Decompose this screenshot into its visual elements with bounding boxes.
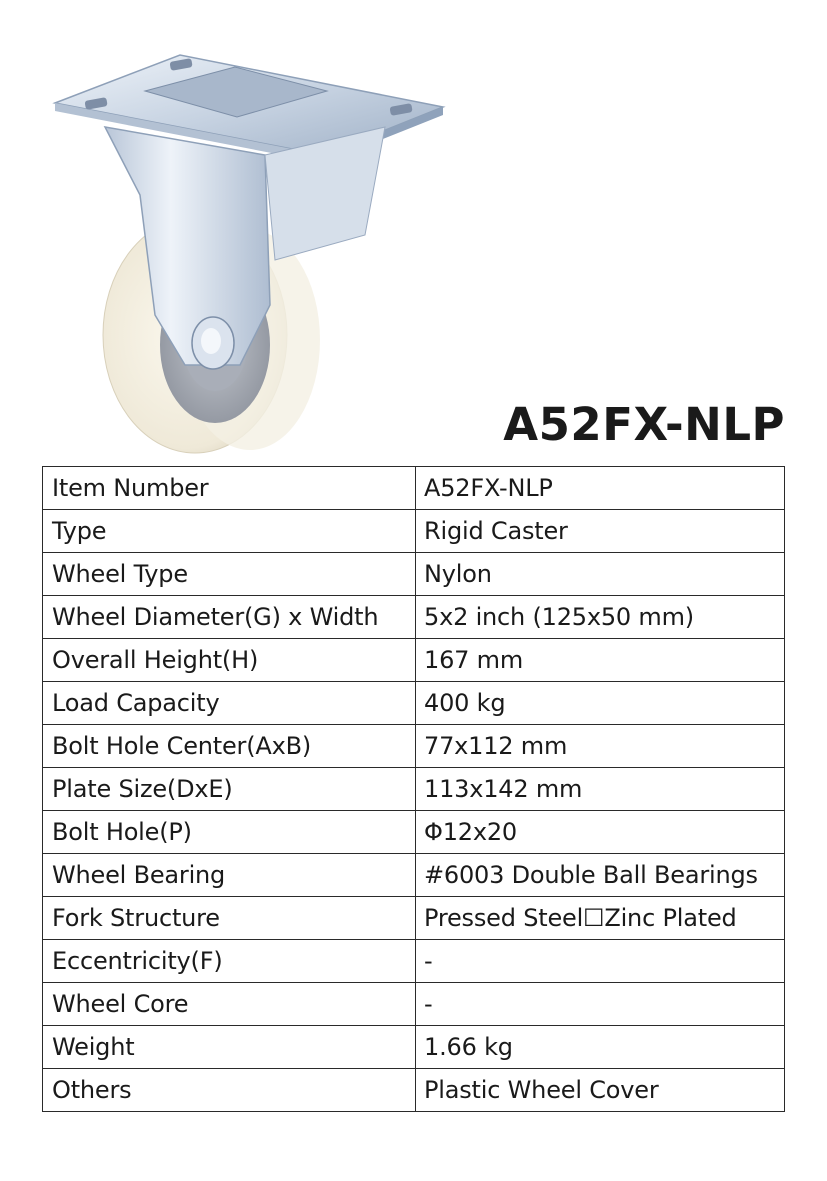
spec-label: Bolt Hole Center(AxB) (43, 725, 416, 768)
spec-value: 400 kg (416, 682, 785, 725)
spec-row-wheel-core (43, 983, 785, 1026)
spec-value: Rigid Caster (416, 510, 785, 553)
spec-label: Wheel Type (43, 553, 416, 596)
spec-value: 77x112 mm (416, 725, 785, 768)
spec-label: Plate Size(DxE) (43, 768, 416, 811)
spec-row-fork-structure (43, 897, 785, 940)
spec-value: Nylon (416, 553, 785, 596)
spec-value: 113x142 mm (416, 768, 785, 811)
spec-label: Wheel Core (43, 983, 416, 1026)
spec-row-wheel-bearing (43, 854, 785, 897)
spec-label: Weight (43, 1026, 416, 1069)
spec-label: Item Number (43, 467, 416, 510)
spec-label: Load Capacity (43, 682, 416, 725)
spec-row-type (43, 510, 785, 553)
spec-value: Plastic Wheel Cover (416, 1069, 785, 1112)
spec-row-plate-size (43, 768, 785, 811)
spec-row-wheel-diameter (43, 596, 785, 639)
spec-label: Others (43, 1069, 416, 1112)
spec-label: Type (43, 510, 416, 553)
spec-row-bolt-hole-center (43, 725, 785, 768)
spec-value: - (416, 940, 785, 983)
spec-table (42, 466, 785, 1112)
spec-value: 1.66 kg (416, 1026, 785, 1069)
spec-label: Wheel Bearing (43, 854, 416, 897)
caster-product-image (45, 45, 455, 465)
spec-row-eccentricity (43, 940, 785, 983)
spec-value: Pressed Steel☐Zinc Plated (416, 897, 785, 940)
spec-value: - (416, 983, 785, 1026)
mounting-plate (55, 55, 443, 163)
spec-value: A52FX-NLP (416, 467, 785, 510)
spec-label: Fork Structure (43, 897, 416, 940)
spec-label: Wheel Diameter(G) x Width (43, 596, 416, 639)
spec-label: Eccentricity(F) (43, 940, 416, 983)
spec-value: 167 mm (416, 639, 785, 682)
spec-row-weight (43, 1026, 785, 1069)
spec-row-wheel-type (43, 553, 785, 596)
spec-row-overall-height (43, 639, 785, 682)
spec-row-bolt-hole (43, 811, 785, 854)
spec-value: Φ12x20 (416, 811, 785, 854)
product-title: A52FX-NLP (503, 398, 785, 451)
spec-label: Bolt Hole(P) (43, 811, 416, 854)
spec-value: 5x2 inch (125x50 mm) (416, 596, 785, 639)
spec-value: #6003 Double Ball Bearings (416, 854, 785, 897)
spec-label: Overall Height(H) (43, 639, 416, 682)
spec-row-item-number (43, 467, 785, 510)
spec-row-others (43, 1069, 785, 1112)
spec-row-load-capacity (43, 682, 785, 725)
